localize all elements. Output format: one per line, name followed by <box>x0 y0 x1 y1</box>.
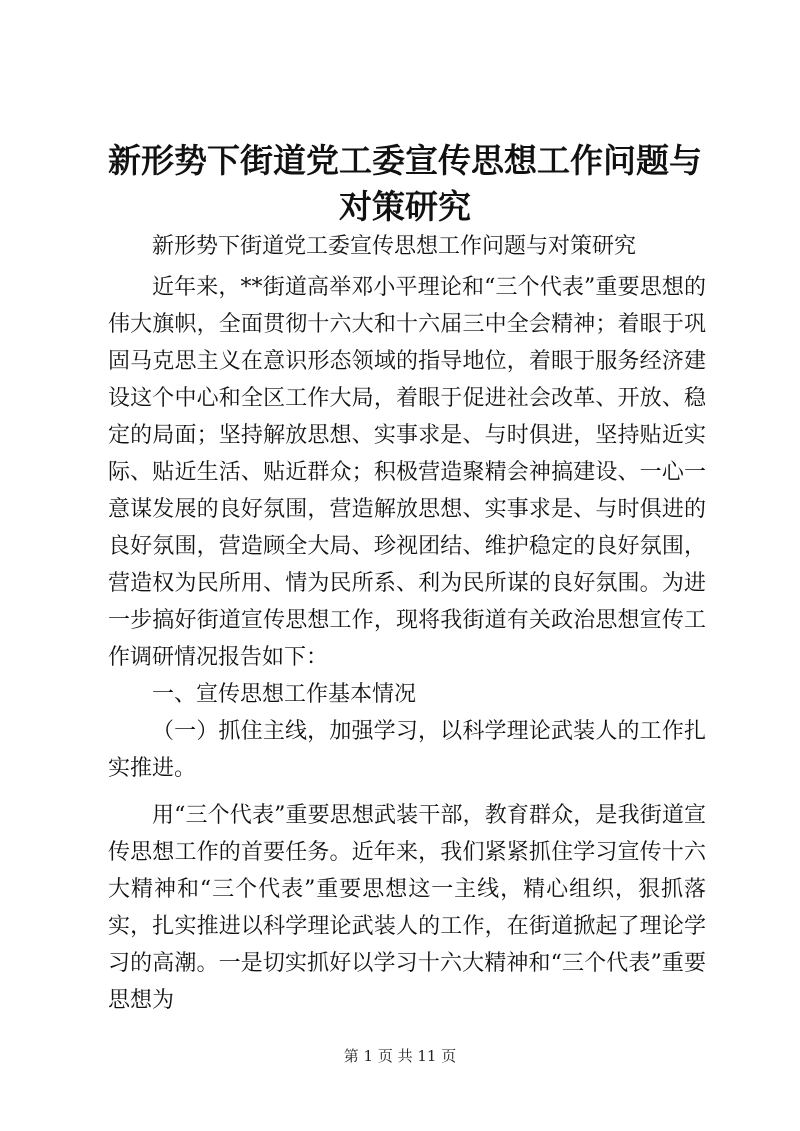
subsection-heading: （一）抓住主线，加强学习，以科学理论武装人的工作扎实推进。 <box>108 719 706 781</box>
paragraph-body: 用“三个代表”重要思想武装干部，教育群众，是我街道宣传思想工作的首要任务。近年来，我们紧紧抓住学习宣传十六大精神和“三个代表”重要思想这一主线，精心组织，狠抓落实，扎实推进以科学理论武装人的工作，在街道掀起了理论学习的高潮。一是切实抓好以学习十六大精神和“三个代表”重要思想为 <box>108 803 706 1013</box>
document-subtitle: 新形势下街道党工委宣传思想工作问题与对策研究 <box>152 234 637 259</box>
document-body <box>108 228 706 1019</box>
paragraph-intro: 近年来，**街道高举邓小平理论和“三个代表”重要思想的伟大旗帜，全面贯彻十六大和十六届三中全会精神；着眼于巩固马克思主义在意识形态领域的指导地位，着眼于服务经济建设这个中心和全区工作大局，着眼于促进社会改革、开放、稳定的局面；坚持解放思想、实事求是、与时俱进，坚持贴近实际、贴近生活、贴近群众；积极营造聚精会神搞建设、一心一意谋发展的良好氛围，营造解放思想、实事求是、与时俱进的良好氛围，营造顾全大局、珍视团结、维护稳定的良好氛围，营造权为民所用、情为民所系、利为民所谋的良好氛围。为进一步搞好街道宣传思想工作，现将我街道有关政治思想宣传工作调研情况报告如下： <box>108 275 706 670</box>
document-title: 新形势下街道党工委宣传思想工作问题与对策研究 <box>108 141 702 226</box>
page-number-footer: 第 1 页 共 11 页 <box>343 1047 457 1065</box>
section-heading: 一、宣传思想工作基本情况 <box>152 682 417 707</box>
